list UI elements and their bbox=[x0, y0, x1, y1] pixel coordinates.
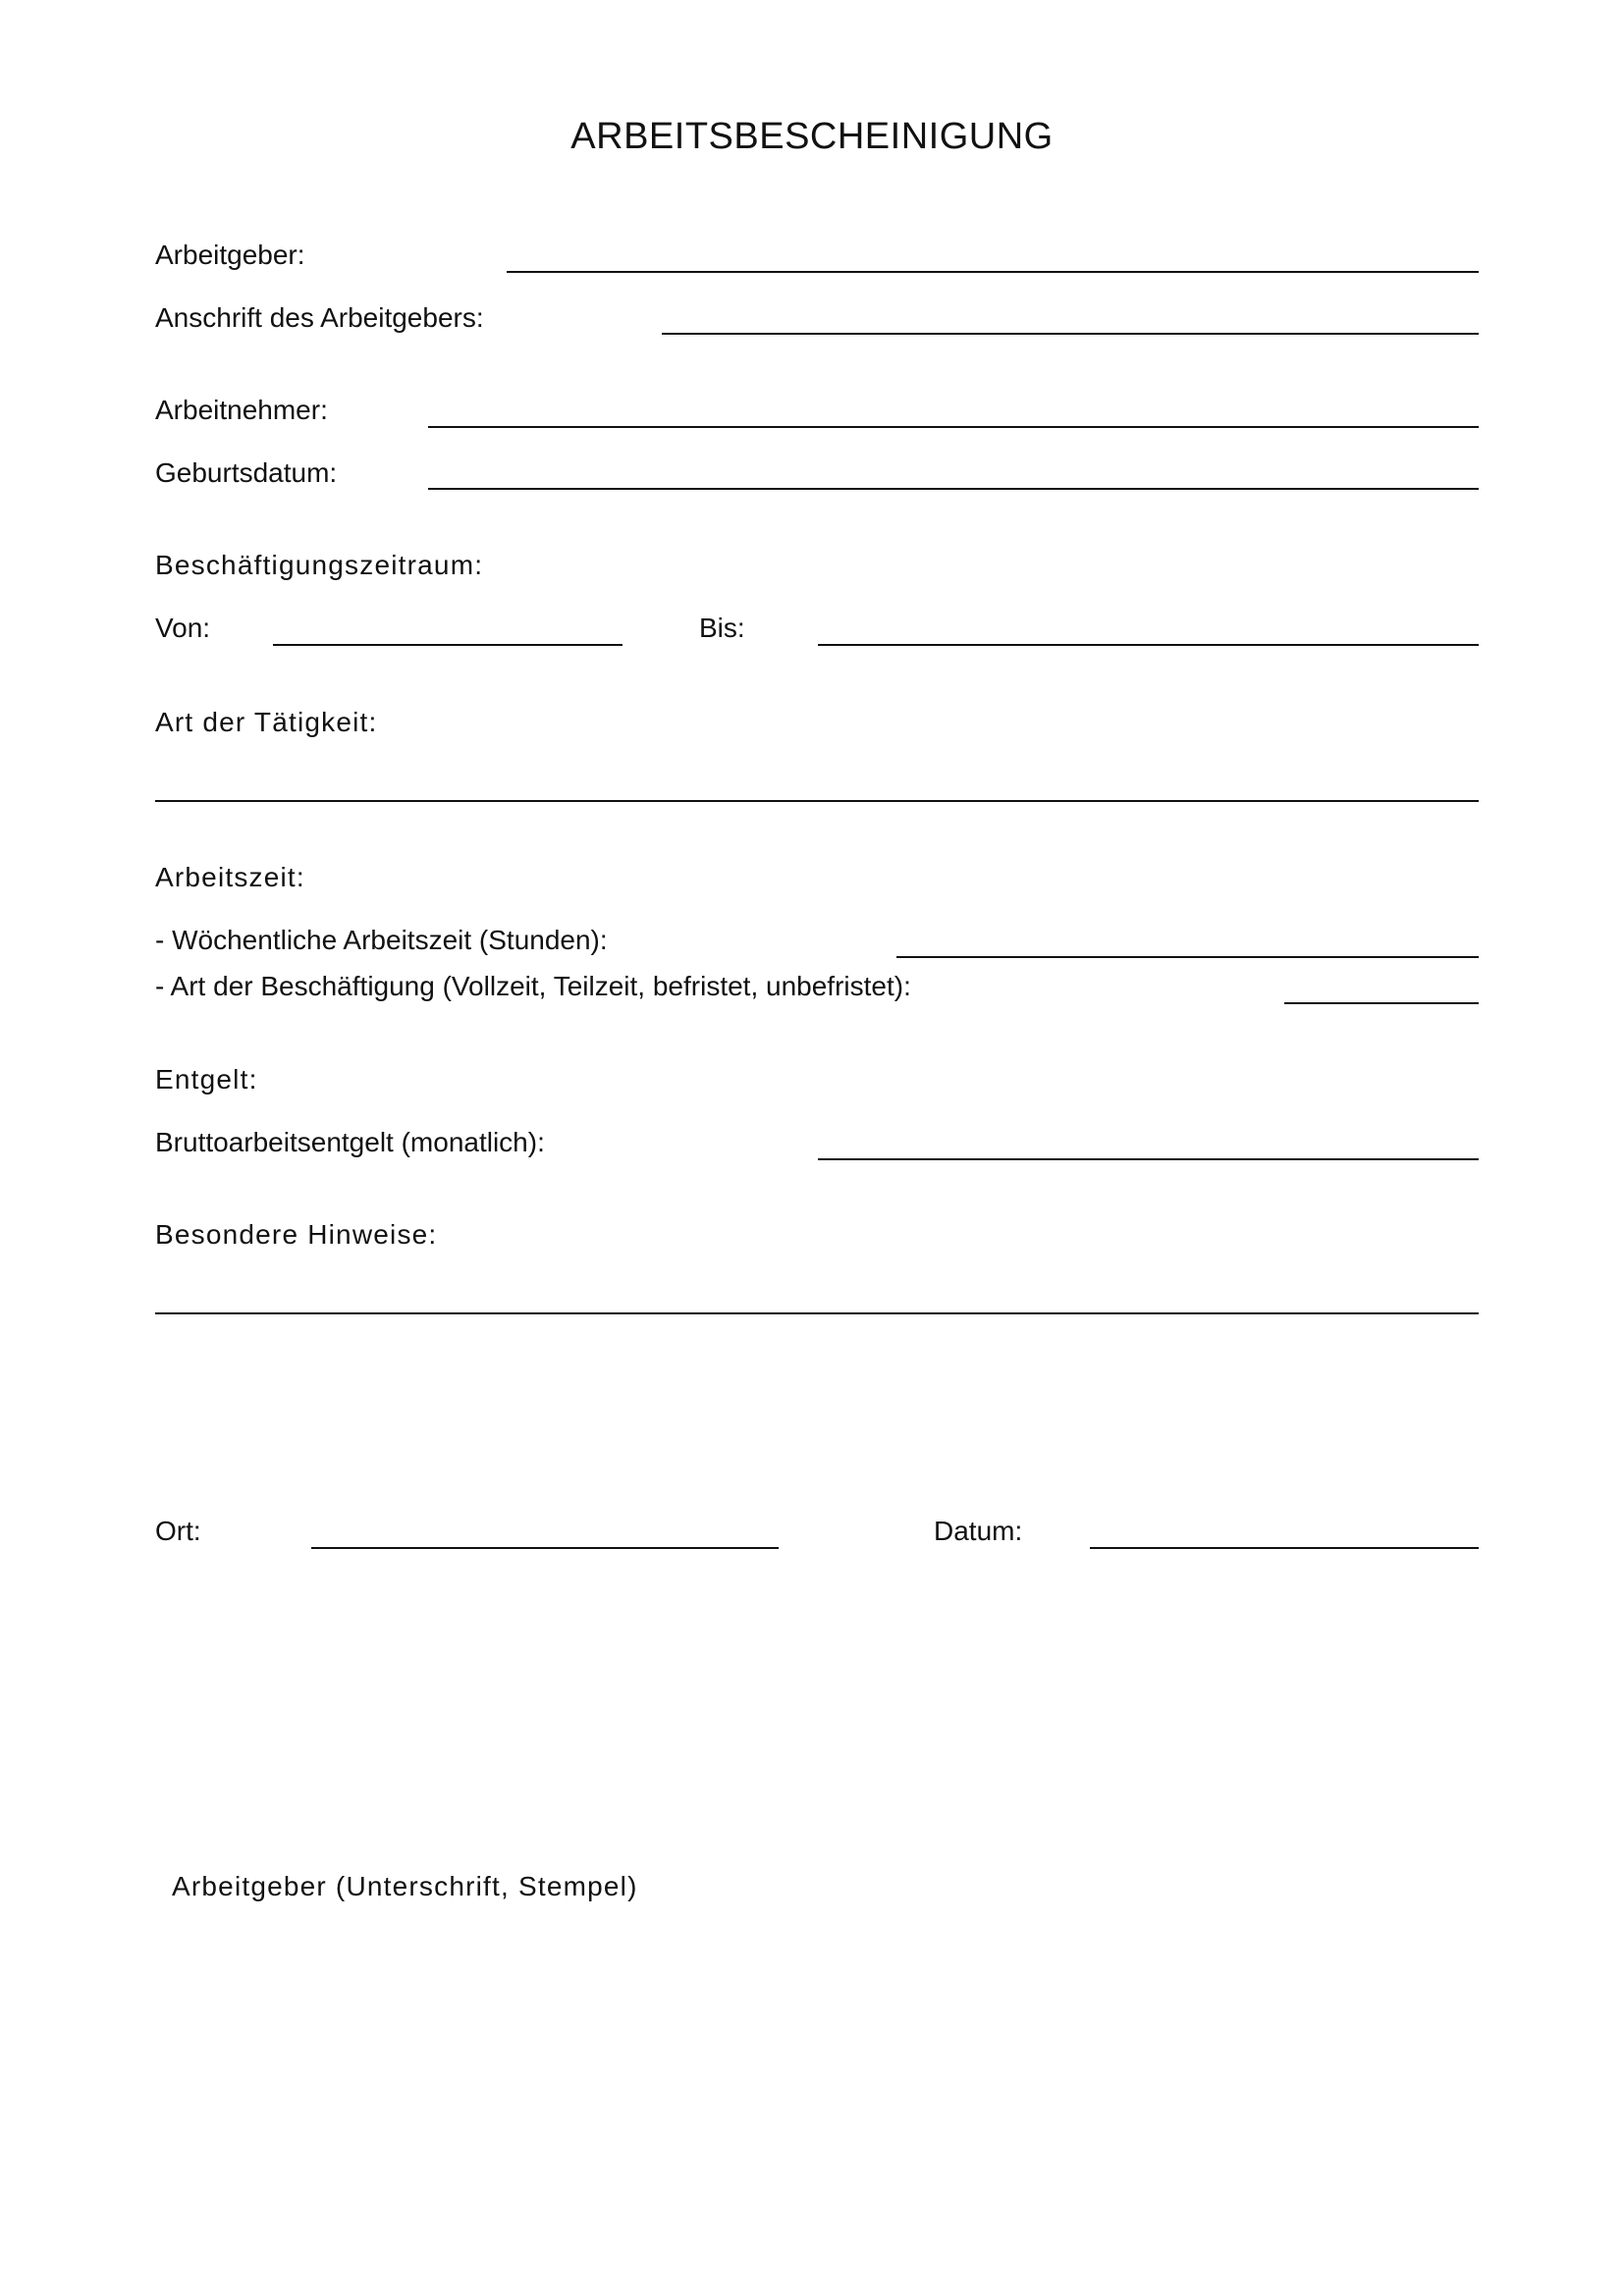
employer-field-line[interactable] bbox=[507, 271, 1479, 273]
place-label: Ort: bbox=[155, 1516, 201, 1546]
place-field-line[interactable] bbox=[311, 1547, 779, 1549]
employer-address-field-line[interactable] bbox=[662, 333, 1479, 335]
period-to-field-line[interactable] bbox=[818, 644, 1479, 646]
notes-heading: Besondere Hinweise: bbox=[155, 1219, 438, 1250]
weekly-hours-field-line[interactable] bbox=[896, 956, 1479, 958]
gross-monthly-salary-label: Bruttoarbeitsentgelt (monatlich): bbox=[155, 1127, 545, 1157]
activity-heading: Art der Tätigkeit: bbox=[155, 707, 378, 737]
signature-caption: Arbeitgeber (Unterschrift, Stempel) bbox=[172, 1871, 638, 1901]
employment-type-field-line[interactable] bbox=[1284, 1002, 1479, 1004]
salary-heading: Entgelt: bbox=[155, 1064, 258, 1095]
period-to-label: Bis: bbox=[699, 613, 745, 643]
birth-date-field-line[interactable] bbox=[428, 488, 1479, 490]
employee-field-line[interactable] bbox=[428, 426, 1479, 428]
employer-address-label: Anschrift des Arbeitgebers: bbox=[155, 302, 484, 333]
period-from-label: Von: bbox=[155, 613, 211, 643]
gross-monthly-salary-field-line[interactable] bbox=[818, 1158, 1479, 1160]
employer-label: Arbeitgeber: bbox=[155, 240, 305, 270]
employee-label: Arbeitnehmer: bbox=[155, 395, 328, 425]
activity-field-line[interactable] bbox=[155, 800, 1479, 802]
document-title: ARBEITSBESCHEINIGUNG bbox=[570, 116, 1054, 157]
employment-type-label: - Art der Beschäftigung (Vollzeit, Teilzeit, befristet, unbefristet): bbox=[155, 971, 911, 1001]
working-time-heading: Arbeitszeit: bbox=[155, 862, 305, 892]
birth-date-label: Geburtsdatum: bbox=[155, 457, 338, 488]
date-label: Datum: bbox=[934, 1516, 1023, 1546]
period-from-field-line[interactable] bbox=[273, 644, 623, 646]
employment-period-heading: Beschäftigungszeitraum: bbox=[155, 550, 484, 580]
weekly-hours-label: - Wöchentliche Arbeitszeit (Stunden): bbox=[155, 925, 608, 955]
notes-field-line[interactable] bbox=[155, 1312, 1479, 1314]
date-field-line[interactable] bbox=[1090, 1547, 1479, 1549]
